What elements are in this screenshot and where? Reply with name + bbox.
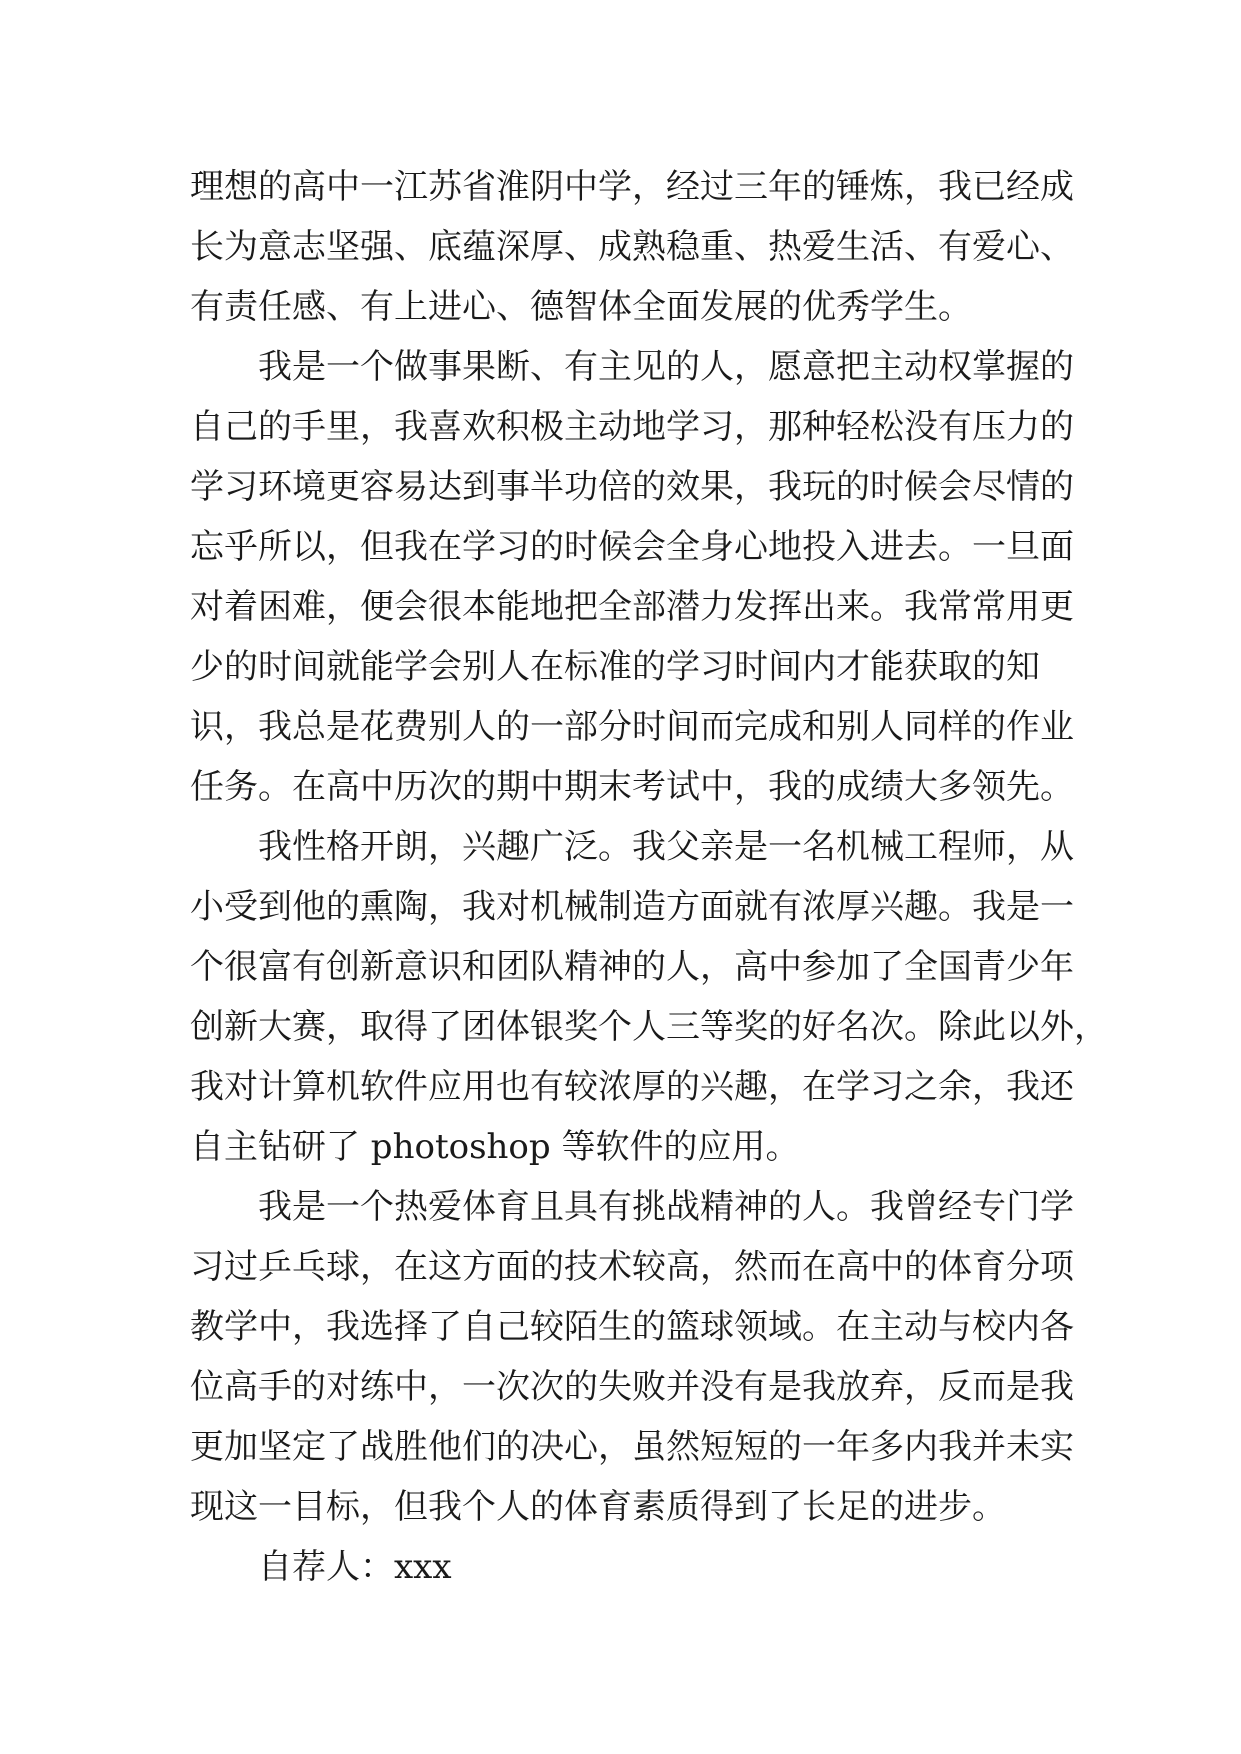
paragraph-first-line: 我是一个做事果断、有主见的人，愿意把主动权掌握的 <box>258 347 1074 387</box>
text-line: 自主钻研了 photoshop 等软件的应用。 <box>190 1127 800 1167</box>
text-line: 长为意志坚强、底蕴深厚、成熟稳重、热爱生活、有爱心、 <box>190 227 1074 267</box>
paragraph-first-line: 我性格开朗，兴趣广泛。我父亲是一名机械工程师，从 <box>258 827 1074 867</box>
text-line: 理想的高中一江苏省淮阴中学，经过三年的锤炼，我已经成 <box>190 167 1074 207</box>
text-line: 识，我总是花费别人的一部分时间而完成和别人同样的作业 <box>190 707 1074 747</box>
text-line: 自己的手里，我喜欢积极主动地学习，那种轻松没有压力的 <box>190 407 1074 447</box>
text-line: 个很富有创新意识和团队精神的人，高中参加了全国青少年 <box>190 947 1074 987</box>
text-line: 有责任感、有上进心、德智体全面发展的优秀学生。 <box>190 287 972 327</box>
text-line: 小受到他的熏陶，我对机械制造方面就有浓厚兴趣。我是一 <box>190 887 1074 927</box>
text-line: 更加坚定了战胜他们的决心，虽然短短的一年多内我并未实 <box>190 1427 1074 1467</box>
signature-line: 自荐人：xxx <box>258 1547 452 1587</box>
paragraph-first-line: 我是一个热爱体育且具有挑战精神的人。我曾经专门学 <box>258 1187 1074 1227</box>
text-line: 创新大赛，取得了团体银奖个人三等奖的好名次。除此以外， <box>190 1007 1108 1047</box>
text-line: 少的时间就能学会别人在标准的学习时间内才能获取的知 <box>190 647 1040 687</box>
text-line: 位高手的对练中，一次次的失败并没有是我放弃，反而是我 <box>190 1367 1074 1407</box>
text-line: 任务。在高中历次的期中期末考试中，我的成绩大多领先。 <box>190 767 1074 807</box>
text-line: 教学中，我选择了自己较陌生的篮球领域。在主动与校内各 <box>190 1307 1074 1347</box>
text-line: 现这一目标，但我个人的体育素质得到了长足的进步。 <box>190 1487 1006 1527</box>
text-line: 对着困难，便会很本能地把全部潜力发挥出来。我常常用更 <box>190 587 1074 627</box>
document-body <box>190 157 1108 1597</box>
text-line: 忘乎所以，但我在学习的时候会全身心地投入进去。一旦面 <box>190 527 1074 567</box>
text-line: 我对计算机软件应用也有较浓厚的兴趣，在学习之余，我还 <box>190 1067 1074 1107</box>
text-line: 习过乒乓球，在这方面的技术较高，然而在高中的体育分项 <box>190 1247 1074 1287</box>
text-line: 学习环境更容易达到事半功倍的效果，我玩的时候会尽情的 <box>190 467 1074 507</box>
